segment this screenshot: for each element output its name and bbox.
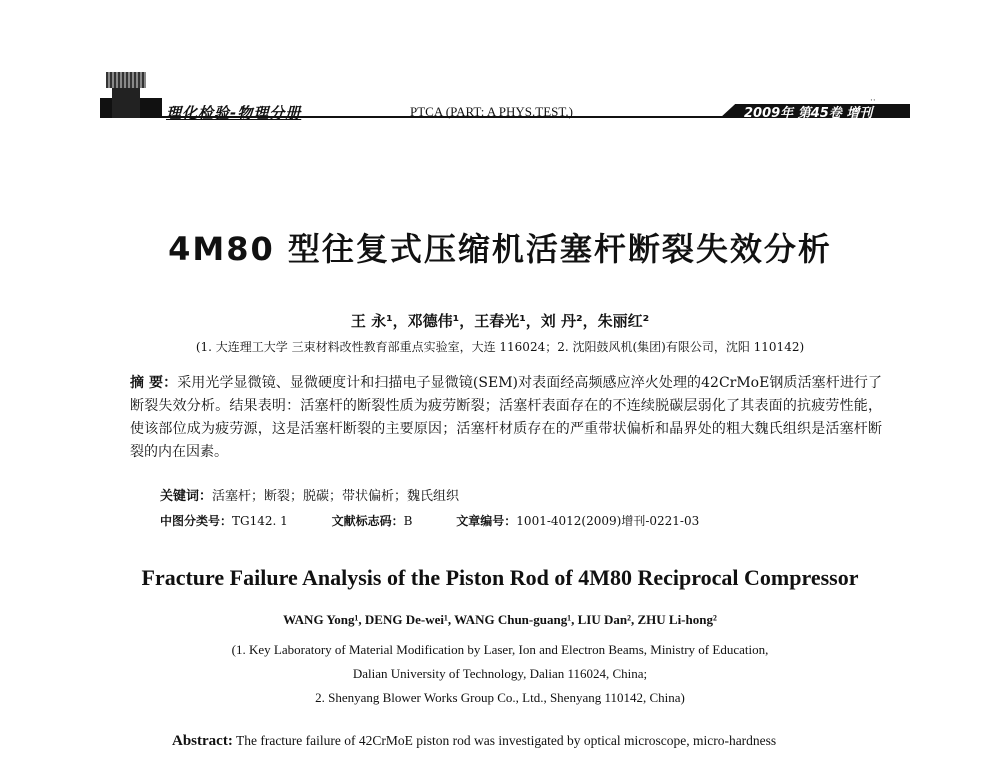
clc-label: 中图分类号： (160, 514, 233, 528)
abstract-cn-text: 采用光学显微镜、显微硬度计和扫描电子显微镜(SEM)对表面经高频感应淬火处理的42CrMoE钢质活塞杆进行了断裂失效分析。结果表明：活塞杆的断裂性质为疲劳断裂；活塞杆表面存在的不连续脱碳层弱化了其表面的抗疲劳性能，使该部位成为疲劳源，这是活塞杆断裂的主要原因；活塞杆材质存在的严重带状偏析和晶界处的粗大魏氏组织是活塞杆断裂的内在因素。 (130, 375, 882, 460)
keywords-label: 关键词： (160, 489, 213, 504)
authors-en: WANG Yong¹, DENG De-wei¹, WANG Chun-guang¹, LIU Dan², ZHU Li-hong² (283, 612, 717, 627)
journal-logo-stamp (106, 72, 146, 88)
affiliation-en-line-3: 2. Shenyang Blower Works Group Co., Ltd., Shenyang 110142, China) (315, 690, 685, 705)
authors-cn: 王 永¹，邓德伟¹，王春光¹，刘 丹²，朱丽红² (350, 312, 650, 330)
abstract-en-label: Abstract: (172, 733, 233, 749)
journal-name-cn: 理化检验-物理分册 (166, 104, 302, 122)
title-cn: 4M80 型往复式压缩机活塞杆断裂失效分析 (168, 230, 832, 268)
abstract-en-text: The fracture failure of 42CrMoE piston rod was investigated by optical microscope, micro-hardness (235, 733, 777, 748)
article-no-value: 1001-4012(2009)增刊-0221-03 (516, 514, 700, 528)
doc-code-label: 文献标志码： (331, 514, 404, 528)
classification-row (160, 512, 739, 529)
year-issue: 2009年 第45卷 增刊 (744, 106, 873, 121)
affiliation-en-line-1: (1. Key Laboratory of Material Modification by Laser, Ion and Electron Beams, Ministry of Education, (231, 642, 769, 657)
keywords-text: 活塞杆；断裂；脱碳；带状偏析；魏氏组织 (212, 489, 460, 504)
affiliation-en-line-2: Dalian University of Technology, Dalian 116024, China; (352, 666, 648, 681)
abstract-cn-label: 摘 要： (130, 375, 178, 391)
doc-code-value: B (403, 514, 413, 528)
journal-name-en: PTCA (PART: A PHYS.TEST.) (410, 104, 573, 119)
keywords-cn (160, 485, 459, 504)
article-no-label: 文章编号： (456, 514, 517, 528)
abstract-en (172, 733, 892, 750)
title-en: Fracture Failure Analysis of the Piston Rod of 4M80 Reciprocal Compressor (141, 565, 859, 590)
header-dots: ·· (870, 96, 876, 106)
clc-value: TG142. 1 (232, 514, 288, 528)
abstract-cn (130, 372, 882, 464)
affiliation-cn: (1. 大连理工大学 三束材料改性教育部重点实验室，大连 116024；2. 沈阳鼓风机(集团)有限公司，沈阳 110142) (195, 340, 805, 354)
journal-logo-icon (112, 88, 140, 118)
affiliation-en (0, 638, 1000, 710)
